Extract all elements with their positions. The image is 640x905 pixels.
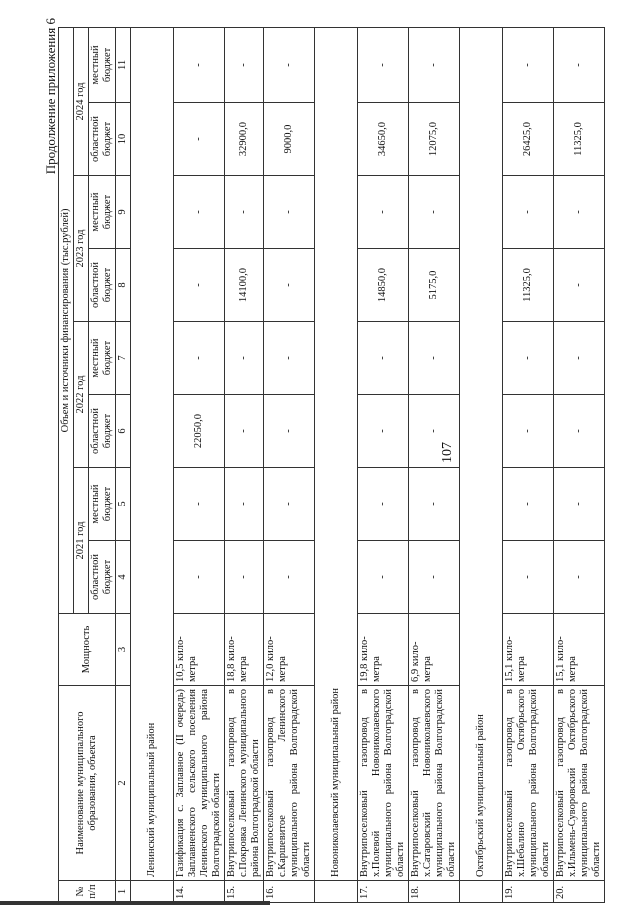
funding-value: - [554,395,605,468]
funding-value: - [174,176,225,249]
funding-value: 12075,0 [409,103,460,176]
funding-value: - [358,395,409,468]
section-num-cell [315,881,358,903]
funding-value: - [174,468,225,541]
funding-value: - [358,27,409,102]
funding-value: - [174,249,225,322]
funding-value: - [225,468,264,541]
column-number: 5 [116,468,131,541]
funding-value: - [503,27,554,102]
object-name: Внутрипоселковый газопровод в х.Ильмень-Суворовский Октябрьского муниципального района Волгоградской области [554,686,605,881]
section-row [460,27,503,902]
header-local-budget: местный бюджет [89,176,116,249]
funding-value: - [225,322,264,395]
continuation-label: Продолжение приложения 6 [43,18,58,175]
funding-value: - [264,249,315,322]
funding-value: 11325,0 [503,249,554,322]
row-number: 19. [503,881,554,903]
header-regional-budget: областной бюджет [89,541,116,614]
capacity: 18,8 кило-метра [225,614,264,686]
table-body [131,27,605,902]
header-name: Наименование муниципального образования, объекта [59,686,116,881]
funding-value: - [225,541,264,614]
header-year: 2021 год [74,468,89,614]
funding-value: 22050,0 [174,395,225,468]
table-row [358,27,409,902]
column-number: 8 [116,249,131,322]
funding-value: - [409,395,460,468]
page-number: 107 [440,442,455,463]
funding-value: - [554,322,605,395]
funding-value: 14850,0 [358,249,409,322]
section-row [315,27,358,902]
funding-value: - [174,541,225,614]
funding-value: - [264,27,315,102]
table-row [503,27,554,902]
funding-value: - [503,395,554,468]
column-number: 7 [116,322,131,395]
object-name: Внутрипоселковый газопровод в х.Сатаровский Новониколаевского муниципального района Волгоградской области [409,686,460,881]
funding-value: - [358,176,409,249]
funding-value: 11325,0 [554,103,605,176]
capacity: 12,0 кило-метра [264,614,315,686]
capacity: 10,5 кило-метра [174,614,225,686]
capacity: 15,1 кило-метра [554,614,605,686]
funding-value: - [264,541,315,614]
object-name: Внутрипоселковый газопровод в х.Шебалино Октябрьского муниципального района Волгоградской области [503,686,554,881]
column-number: 6 [116,395,131,468]
section-num-cell [131,881,174,903]
funding-value: 32900,0 [225,103,264,176]
funding-value: 34650,0 [358,103,409,176]
capacity: 15,1 кило-метра [503,614,554,686]
header-local-budget: местный бюджет [89,468,116,541]
column-number: 10 [116,103,131,176]
funding-value: 9000,0 [264,103,315,176]
object-name: Внутрипоселковый газопровод в х.Полевой Новониколаевского муниципального района Волгоградской области [358,686,409,881]
funding-table [58,27,605,903]
row-number: 15. [225,881,264,903]
header-funding: Объем и источники финансирования (тыс.рублей) [59,27,74,613]
capacity: 6,9 кило-метра [409,614,460,686]
header-year: 2022 год [74,322,89,468]
table-row [174,27,225,902]
table-row [264,27,315,902]
section-title: Новониколаевский муниципальный район [315,27,358,880]
header-local-budget: местный бюджет [89,322,116,395]
funding-value: - [358,541,409,614]
row-number: 16. [264,881,315,903]
funding-value: - [503,176,554,249]
header-regional-budget: областной бюджет [89,249,116,322]
row-number: 20. [554,881,605,903]
section-title: Октябрьский муниципальный район [460,27,503,880]
funding-value: - [358,322,409,395]
object-name: Внутрипоселковый газопровод в с.Покровка Ленинского муниципального района Волгоградской области [225,686,264,881]
section-title: Ленинский муниципальный район [131,27,174,880]
funding-value: - [554,541,605,614]
capacity: 19,8 кило-метра [358,614,409,686]
funding-value: - [554,27,605,102]
header-regional-budget: областной бюджет [89,395,116,468]
funding-value: - [409,541,460,614]
table-row [554,27,605,902]
funding-value: - [225,176,264,249]
funding-value: - [174,322,225,395]
header-year: 2023 год [74,176,89,322]
funding-value: - [174,27,225,102]
column-number: 1 [116,881,131,903]
funding-value: - [554,468,605,541]
funding-value: - [503,541,554,614]
funding-value: - [225,27,264,102]
row-number: 14. [174,881,225,903]
row-number: 18. [409,881,460,903]
section-row [131,27,174,902]
funding-value: - [225,395,264,468]
funding-value: - [264,176,315,249]
header-local-budget: местный бюджет [89,27,116,102]
header-capacity: Мощность [59,614,116,686]
funding-value: 14100,0 [225,249,264,322]
funding-value: - [554,176,605,249]
object-name: Внутрипоселковый газопровод в с.Каршевитое Ленинского муниципального района Волгоградской области [264,686,315,881]
funding-value: - [409,176,460,249]
funding-value: - [174,103,225,176]
funding-value: - [358,468,409,541]
row-number: 17. [358,881,409,903]
column-number: 2 [116,686,131,881]
table-row [225,27,264,902]
funding-value: 5175,0 [409,249,460,322]
funding-value: 26425,0 [503,103,554,176]
funding-value: - [264,468,315,541]
column-number: 3 [116,614,131,686]
funding-value: - [409,322,460,395]
funding-value: - [264,395,315,468]
funding-value: - [264,322,315,395]
column-number: 9 [116,176,131,249]
column-number-row [116,27,131,902]
object-name: Газификация с. Заплавное (II очередь) Заплавненского сельского поселения Ленинского муниципального района Волгоградской области [174,686,225,881]
column-number: 4 [116,541,131,614]
column-number: 11 [116,27,131,102]
header-year: 2024 год [74,27,89,175]
funding-value: - [503,322,554,395]
section-num-cell [460,881,503,903]
funding-value: - [554,249,605,322]
funding-value: - [409,27,460,102]
funding-value: - [503,468,554,541]
funding-value: - [409,468,460,541]
header-regional-budget: областной бюджет [89,103,116,176]
header-num: № п/п [59,881,116,903]
